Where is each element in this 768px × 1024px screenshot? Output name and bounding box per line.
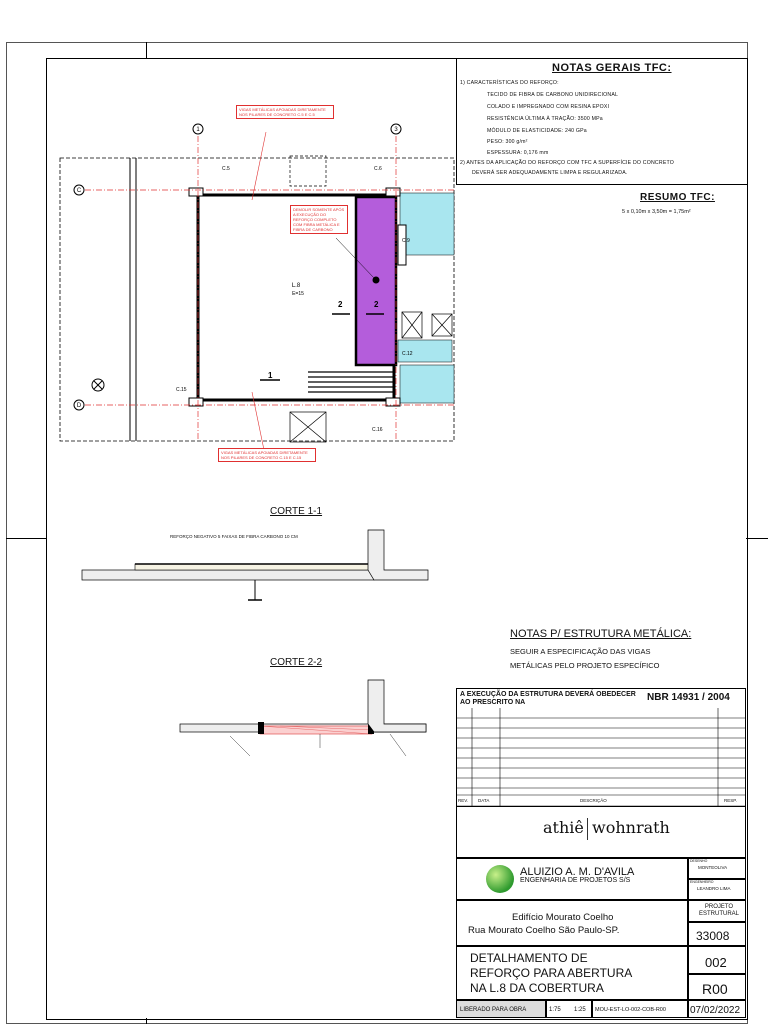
label-c15: C.15 (176, 387, 187, 393)
callout-mid: DEMOLIR SOMENTE APÓS A EXECUÇÃO DO REFORÇO COMPLETO COM FIBRA METÁLICA E FIBRA DE CARBONO (290, 205, 348, 234)
column-c6 (386, 188, 400, 196)
corte-2-title: CORTE 2-2 (270, 657, 323, 668)
label-c9: C.9 (402, 238, 410, 244)
nota-1a: TECIDO DE FIBRA DE CARBONO UNIDIRECIONAL (487, 92, 619, 98)
firm-logo-icon (486, 865, 514, 893)
callout-bottom: VIGAS METÁLICAS APOIADAS DIRETAMENTE NOS PILARES DE CONCRETO C.15 E C.15 (218, 448, 316, 462)
axis-d-label: D (76, 403, 82, 409)
building-name: Edifício Mourato Coelho (512, 912, 614, 923)
building-address: Rua Mourato Coelho São Paulo-SP. (468, 925, 620, 936)
client-logo-b: wohnrath (592, 818, 670, 837)
corte-1-drawing (80, 524, 430, 604)
frame-tick-left (6, 538, 46, 539)
notas-metalica-line1: SEGUIR A ESPECIFICAÇÃO DAS VIGAS (510, 647, 651, 656)
cyan-area-low (400, 365, 454, 403)
section-2-right: 2 (374, 300, 379, 309)
project-code: 33008 (696, 929, 730, 943)
building-area (456, 900, 688, 946)
column-c9 (398, 225, 406, 265)
data-header: DATA (478, 798, 490, 803)
notas-metalica-title: NOTAS P/ ESTRUTURA METÁLICA: (510, 628, 692, 640)
slab-name: L.8 (291, 283, 301, 289)
desenho-value: MONTEOLIVA (698, 865, 728, 870)
desenho-label: DESENHO (690, 859, 708, 863)
norma: NBR 14931 / 2004 (647, 692, 730, 703)
resumo-title: RESUMO TFC: (640, 192, 715, 203)
label-c6: C.6 (374, 166, 382, 172)
title-line1: DETALHAMENTO DE (470, 951, 588, 965)
label-c5: C.5 (222, 166, 230, 172)
floor-plan (46, 100, 456, 480)
corte-1-note: REFORÇO NEGATIVO 5 FAIXAS DE FIBRA CARBONO 10 CM (170, 534, 298, 539)
rev-header: REV. (458, 798, 469, 803)
nota-1b: COLADO E IMPREGNADO COM RESINA EPOXI (487, 104, 610, 110)
firm-sub: ENGENHARIA DE PROJETOS S/S (520, 877, 631, 884)
axis-c-label: C (76, 188, 82, 194)
section-1-label: 1 (268, 371, 273, 380)
corte-2-drawing (170, 676, 430, 786)
title-line3: NA L.8 DA COBERTURA (470, 981, 604, 995)
nota-1e: PESO: 300 g/m² (487, 139, 528, 145)
callout-top: VIGAS METÁLICAS APOIADAS DIRETAMENTE NOS PILARES DE CONCRETO C.5 E C.5 (236, 105, 334, 119)
client-logo-a: athiê (543, 818, 584, 837)
status: LIBERADO PARA OBRA (460, 1007, 527, 1013)
revision: R00 (702, 981, 728, 997)
scale-2: 1:25 (574, 1007, 586, 1013)
fiber-strips (308, 372, 394, 392)
eng-value: LEANDRO LIMA (697, 886, 731, 891)
notas-gerais-title: NOTAS GERAIS TFC: (552, 62, 672, 74)
resp-header: RESP. (724, 798, 737, 803)
firm-name: ALUIZIO A. M. D'AVILA (520, 866, 635, 878)
notas-metalica-line2: METÁLICAS PELO PROJETO ESPECÍFICO (510, 661, 660, 670)
logo-divider (587, 818, 588, 840)
nota-1: 1) CARACTERÍSTICAS DO REFORÇO: (460, 80, 559, 86)
slab-thickness: E=15 (292, 291, 304, 297)
nota-1c: RESISTÊNCIA ÚLTIMA À TRAÇÃO: 3500 MPa (487, 116, 603, 122)
axis-1-label: 1 (196, 127, 200, 133)
section-2-left: 2 (338, 300, 343, 309)
cyan-area-top (400, 193, 454, 255)
revision-table (456, 708, 746, 808)
corte-1-title: CORTE 1-1 (270, 506, 323, 517)
frame-tick-right (746, 538, 768, 539)
nota-2a: DEVERÁ SER ADEQUADAMENTE LIMPA E REGULARIZADA. (472, 170, 628, 176)
date: 07/02/2022 (690, 1005, 741, 1016)
nota-1f: ESPESSURA: 0,176 mm (487, 150, 549, 156)
discipline: PROJETO ESTRUTURAL (698, 904, 739, 917)
scale-1: 1:75 (549, 1007, 561, 1013)
exec-text: A EXECUÇÃO DA ESTRUTURA DEVERÁ OBEDECER AO PRESCRITO NA (460, 691, 636, 706)
sheet-number: 002 (705, 955, 727, 970)
eng-label: ENGENHEIRO (690, 880, 714, 884)
file-name: MOU-EST-LO-002-COB-R00 (595, 1007, 666, 1013)
nota-1d: MÓDULO DE ELASTICIDADE: 240 GPa (487, 128, 587, 134)
label-c12: C.12 (402, 351, 413, 357)
title-line2: REFORÇO PARA ABERTURA (470, 966, 633, 980)
nota-2: 2) ANTES DA APLICAÇÃO DO REFORÇO COM TFC A SUPERFÍCIE DO CONCRETO (460, 160, 674, 166)
label-c16: C.16 (372, 427, 383, 433)
frame-tick-top (146, 42, 147, 58)
column-c5 (189, 188, 203, 196)
desc-header: DESCRIÇÃO (580, 798, 607, 803)
axis-3-label: 3 (394, 127, 398, 133)
resumo-formula: 5 x 0,10m x 3,50m = 1,75m² (622, 209, 691, 215)
